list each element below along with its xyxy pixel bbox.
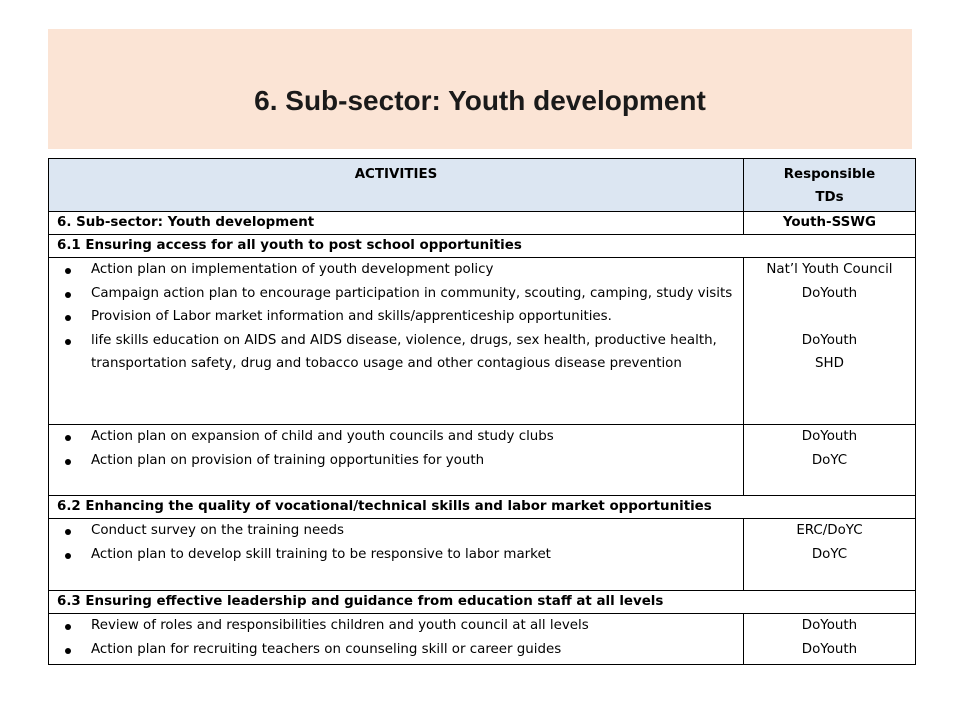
subsector-responsible: Youth-SSWG <box>743 212 915 235</box>
bullet-icon <box>65 459 71 465</box>
responsible-entry <box>744 305 915 329</box>
responsible-entry: SHD <box>815 356 844 371</box>
activity-item: Action plan to develop skill training to be responsive to labor market <box>49 543 743 567</box>
activity-item: Review of roles and responsibilities children and youth council at all levels <box>49 614 743 638</box>
responsible-entry: DoYouth <box>801 641 858 657</box>
bullet-icon <box>65 292 71 298</box>
responsible-entry: DoYC <box>811 546 848 562</box>
responsible-cell <box>743 258 915 425</box>
activity-list-cell <box>49 614 744 665</box>
activity-item: Campaign action plan to encourage participation in community, scouting, camping, study visits <box>49 282 743 306</box>
responsible-entry: DoYouth <box>801 332 858 348</box>
responsible-cell <box>743 614 915 665</box>
activity-item: life skills education on AIDS and AIDS disease, violence, drugs, sex health, productive health, transportation safety, drug and tobacco usage and other contagious disease prevention <box>49 329 743 376</box>
title-banner <box>48 29 912 149</box>
activity-list-cell <box>49 258 744 425</box>
activity-row <box>49 258 916 425</box>
activity-item: Conduct survey on the training needs <box>49 519 743 543</box>
activity-list-cell <box>49 425 744 496</box>
bullet-icon <box>65 339 71 345</box>
bullet-icon <box>65 553 71 559</box>
bullet-icon <box>65 529 71 535</box>
responsible-entry: DoYouth <box>801 429 858 444</box>
section-heading-row <box>49 591 916 614</box>
section-heading-row <box>49 496 916 519</box>
activity-item: Action plan on provision of training opportunities for youth <box>49 449 743 473</box>
responsible-cell <box>743 519 915 591</box>
subsector-label: 6. Sub-sector: Youth development <box>49 212 744 235</box>
page-title: 6. Sub-sector: Youth development <box>254 85 706 116</box>
activity-list-cell <box>49 519 744 591</box>
activity-row <box>49 425 916 496</box>
activity-item: Action plan on expansion of child and youth councils and study clubs <box>49 425 743 449</box>
activity-row <box>49 519 916 591</box>
activity-item: Provision of Labor market information and skills/apprenticeship opportunities. <box>49 305 743 329</box>
responsible-entry: DoYouth <box>801 618 858 633</box>
subsector-row <box>49 212 916 235</box>
activity-item: Action plan on implementation of youth development policy <box>49 258 743 282</box>
responsible-entry: Nat’l Youth Council <box>766 262 893 277</box>
section-heading-row <box>49 235 916 258</box>
header-responsible-line1: Responsible <box>783 167 876 182</box>
activity-row <box>49 614 916 665</box>
section-6-2-heading: 6.2 Enhancing the quality of vocational/technical skills and labor market opportunities <box>49 496 916 519</box>
bullet-icon <box>65 268 71 274</box>
bullet-icon <box>65 435 71 441</box>
header-responsible <box>743 159 915 212</box>
activity-item: Action plan for recruiting teachers on counseling skill or career guides <box>49 638 743 662</box>
bullet-icon <box>65 648 71 654</box>
responsible-entry: DoYouth <box>801 285 858 301</box>
header-activities: ACTIVITIES <box>49 159 744 212</box>
responsible-cell <box>743 425 915 496</box>
responsible-entry: DoYC <box>811 452 848 468</box>
bullet-icon <box>65 624 71 630</box>
activities-table <box>48 158 916 665</box>
responsible-entry: ERC/DoYC <box>796 523 863 538</box>
table-header-row <box>49 159 916 212</box>
bullet-icon <box>65 315 71 321</box>
section-6-3-heading: 6.3 Ensuring effective leadership and guidance from education staff at all levels <box>49 591 916 614</box>
section-6-1-heading: 6.1 Ensuring access for all youth to post school opportunities <box>49 235 916 258</box>
header-responsible-line2: TDs <box>815 190 844 205</box>
